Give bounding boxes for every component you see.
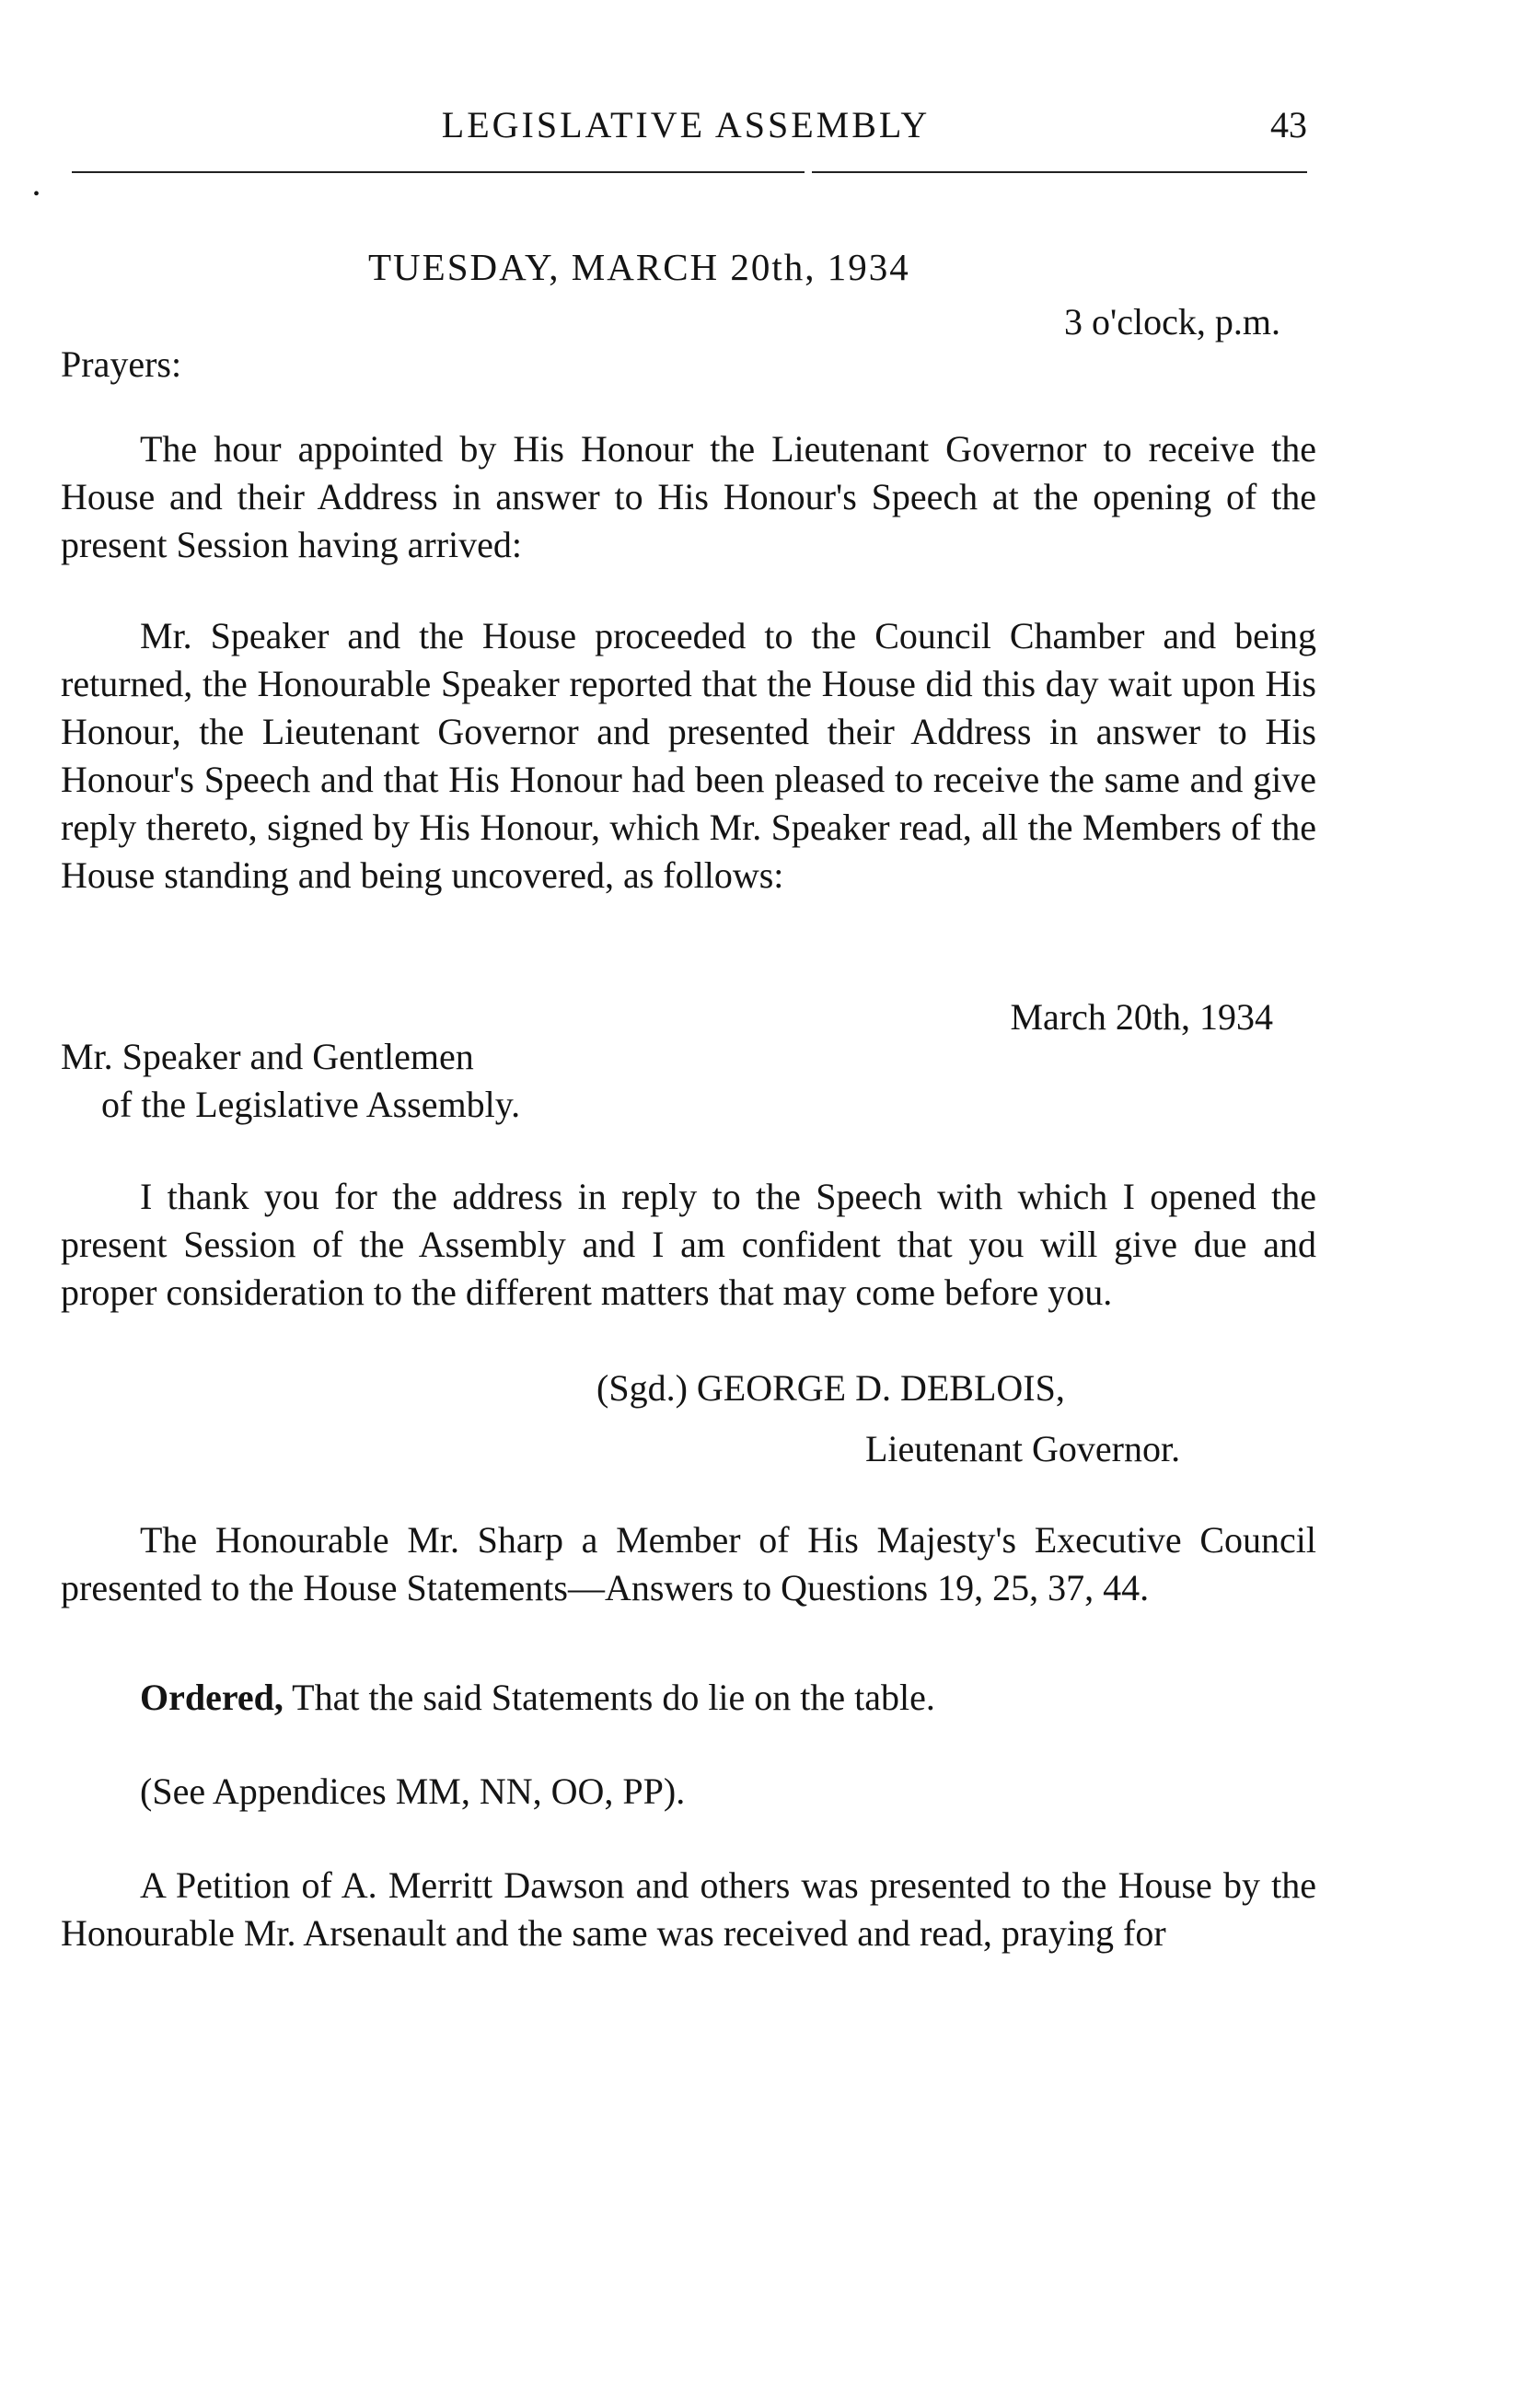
- letter-salutation: [61, 1033, 1316, 1129]
- paragraph-speaker-report: Mr. Speaker and the House proceeded to the Council Chamber and being returned, the Honourable Speaker reported that the House did this day wait upon His Honour, the Lieutenant Governor and presented their Address in answer to His Honour's Speech and that His Honour had been pleased to receive the same and give reply thereto, signed by His Honour, which Mr. Speaker read, all the Members of the House standing and being uncovered, as follows:: [61, 615, 1316, 896]
- running-title: LEGISLATIVE ASSEMBLY: [441, 104, 931, 145]
- salutation-line-2: of the Legislative Assembly.: [101, 1084, 521, 1125]
- letter-body: I thank you for the address in reply to the Speech with which I opened the present Session of the Assembly and I am confident that you will give due and proper consideration to the different matters that may come before you.: [61, 1176, 1316, 1313]
- ordered-rest: That the said Statements do lie on the table.: [283, 1677, 935, 1718]
- signature-title: Lieutenant Governor.: [865, 1428, 1181, 1469]
- running-head: [64, 103, 1307, 158]
- salutation-line-1: Mr. Speaker and Gentlemen: [61, 1036, 474, 1077]
- ordered-lead: Ordered,: [140, 1677, 284, 1718]
- page-number: 43: [1270, 104, 1307, 145]
- paragraph-appendices: (See Appendices MM, NN, OO, PP).: [140, 1770, 686, 1812]
- letter-date: March 20th, 1934: [1010, 996, 1273, 1038]
- header-rule: [72, 171, 1307, 173]
- paragraph-ordered: [61, 1674, 1316, 1722]
- margin-mark: •: [33, 184, 41, 204]
- sitting-date: TUESDAY, MARCH 20th, 1934: [368, 246, 910, 288]
- header-rule-gap: [805, 166, 812, 177]
- paragraph-petition: A Petition of A. Merritt Dawson and others was presented to the House by the Honourable Mr. Arsenault and the same was received and read, praying for: [61, 1864, 1316, 1954]
- prayers-heading: Prayers:: [61, 343, 182, 385]
- paragraph-statements-presented: The Honourable Mr. Sharp a Member of His Majesty's Executive Council presented to the House Statements—Answers to Questions 19, 25, 37, 44.: [61, 1519, 1316, 1608]
- letter-signature: (Sgd.) GEORGE D. DEBLOIS,: [596, 1367, 1065, 1409]
- paragraph-hour-appointed: The hour appointed by His Honour the Lieutenant Governor to receive the House and their Address in answer to His Honour's Speech at the opening of the present Session having arrived:: [61, 428, 1316, 565]
- sitting-time: 3 o'clock, p.m.: [1064, 301, 1280, 342]
